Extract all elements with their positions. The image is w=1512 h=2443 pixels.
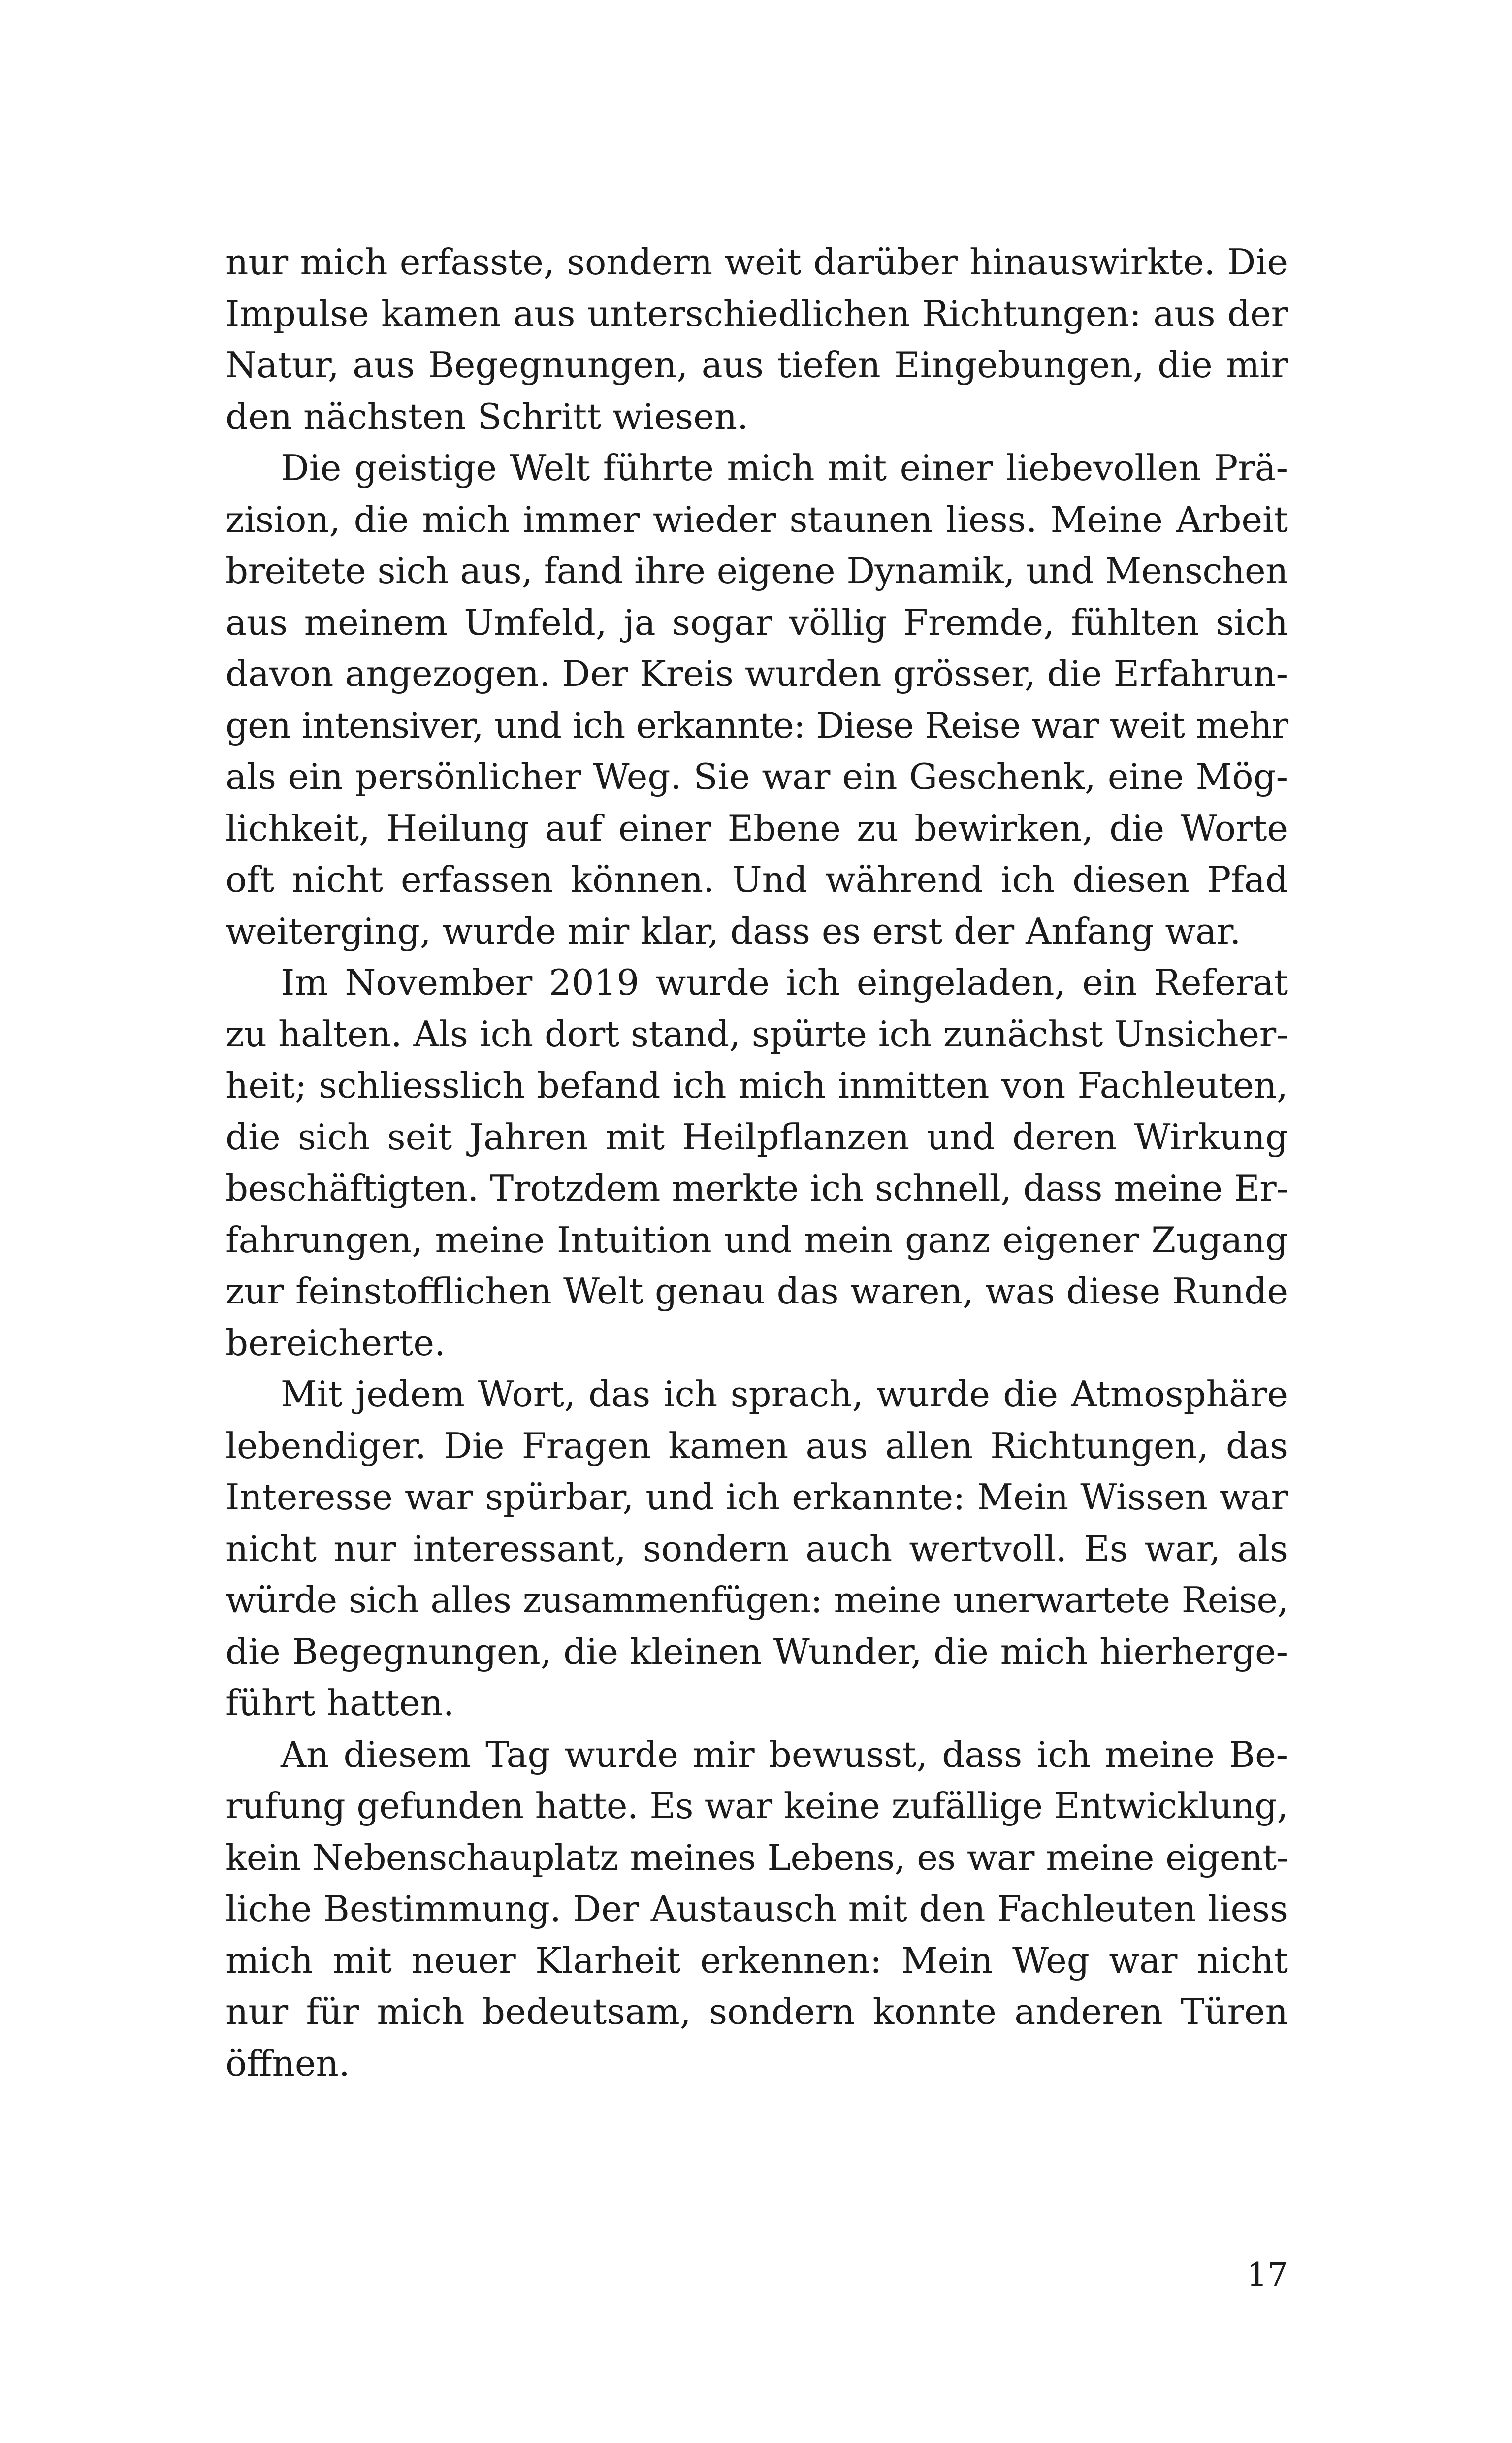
page-number: 17 xyxy=(1247,2256,1288,2294)
text-line: die sich seit Jahren mit Heilpflanzen und deren Wirkung xyxy=(225,1116,1288,1158)
text-line: lebendiger. Die Fragen kamen aus allen Richtungen, das xyxy=(225,1425,1288,1466)
text-line: An diesem Tag wurde mir bewusst, dass ich meine Be- xyxy=(281,1733,1288,1775)
text-line: zu halten. Als ich dort stand, spürte ich zunächst Unsicher- xyxy=(225,1013,1288,1055)
text-line: kein Nebenschauplatz meines Lebens, es war meine eigent- xyxy=(225,1836,1288,1878)
text-line: fahrungen, meine Intuition und mein ganz eigener Zugang xyxy=(225,1219,1288,1261)
text-line: nur mich erfasste, sondern weit darüber hinauswirkte. Die xyxy=(225,241,1288,283)
text-line: als ein persönlicher Weg. Sie war ein Geschenk, eine Mög- xyxy=(225,756,1288,797)
text-line: liche Bestimmung. Der Austausch mit den Fachleuten liess xyxy=(225,1888,1288,1929)
text-line: Natur, aus Begegnungen, aus tiefen Eingebungen, die mir xyxy=(225,344,1288,386)
text-line: heit; schliesslich befand ich mich inmitten von Fachleuten, xyxy=(225,1065,1288,1106)
text-line: Impulse kamen aus unterschiedlichen Richtungen: aus der xyxy=(225,293,1288,334)
paragraph-3 xyxy=(225,957,1288,1368)
text-line: gen intensiver, und ich erkannte: Diese Reise war weit mehr xyxy=(225,704,1288,746)
paragraph-1 xyxy=(225,236,1288,442)
text-line: nicht nur interessant, sondern auch wertvoll. Es war, als xyxy=(225,1528,1288,1569)
text-line: die Begegnungen, die kleinen Wunder, die mich hierherge- xyxy=(225,1630,1288,1672)
paragraph-4 xyxy=(225,1368,1288,1729)
text-line: Die geistige Welt führte mich mit einer liebevollen Prä- xyxy=(281,447,1288,489)
text-line: den nächsten Schritt wiesen. xyxy=(225,395,748,437)
text-line: führt hatten. xyxy=(225,1682,454,1724)
text-line: würde sich alles zusammenfügen: meine unerwartete Reise, xyxy=(225,1579,1288,1621)
body-text xyxy=(225,236,1288,2089)
text-line: öffnen. xyxy=(225,2042,350,2084)
text-line: aus meinem Umfeld, ja sogar völlig Fremde, fühlten sich xyxy=(225,601,1288,643)
paragraph-2 xyxy=(225,442,1288,957)
text-line: breitete sich aus, fand ihre eigene Dynamik, und Menschen xyxy=(225,550,1288,591)
text-line: Im November 2019 wurde ich eingeladen, ein Referat xyxy=(281,962,1288,1003)
text-line: rufung gefunden hatte. Es war keine zufällige Entwicklung, xyxy=(225,1785,1288,1826)
text-line: oft nicht erfassen können. Und während ich diesen Pfad xyxy=(225,859,1288,900)
text-line: davon angezogen. Der Kreis wurden grösser, die Erfahrun- xyxy=(225,653,1288,694)
text-line: Mit jedem Wort, das ich sprach, wurde die Atmosphäre xyxy=(281,1373,1288,1415)
text-line: zur feinstofflichen Welt genau das waren, was diese Runde xyxy=(225,1270,1288,1312)
text-line: lichkeit, Heilung auf einer Ebene zu bewirken, die Worte xyxy=(225,807,1288,849)
text-line: bereicherte. xyxy=(225,1322,446,1364)
text-line: mich mit neuer Klarheit erkennen: Mein Weg war nicht xyxy=(225,1939,1288,1981)
text-line: nur für mich bedeutsam, sondern konnte anderen Türen xyxy=(225,1991,1288,2032)
text-line: beschäftigten. Trotzdem merkte ich schnell, dass meine Er- xyxy=(225,1168,1288,1209)
text-line: Interesse war spürbar, und ich erkannte: Mein Wissen war xyxy=(225,1476,1288,1518)
paragraph-5 xyxy=(225,1729,1288,2089)
text-line: zision, die mich immer wieder staunen liess. Meine Arbeit xyxy=(225,498,1288,540)
text-line: weiterging, wurde mir klar, dass es erst der Anfang war. xyxy=(225,910,1241,952)
